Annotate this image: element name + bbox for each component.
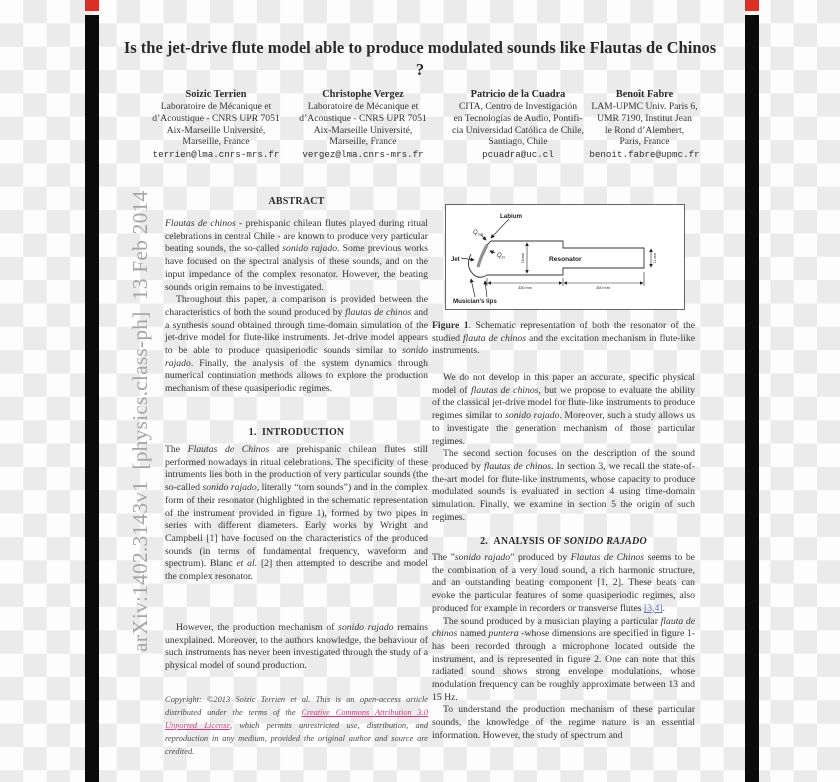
author-affiliation-line: Santiago, Chile xyxy=(488,136,548,148)
author-email: pcuadra@uc.cl xyxy=(482,149,554,161)
abstract-heading: ABSTRACT xyxy=(268,196,325,207)
figure-dim-330mm: 330 mm xyxy=(518,286,532,290)
author-name: Benoît Fabre xyxy=(615,89,674,100)
left-red-crop-mark xyxy=(85,0,99,11)
paper-title: Is the jet-drive flute model able to produce modulated sounds like Flautas de Chinos ? xyxy=(123,38,717,79)
ref-3-4-link[interactable]: [3,4] xyxy=(643,602,663,614)
right-paragraph-5: To understand the production mechanism of these particular sounds, the knowledge of the regime nature is an essential information. However, the study of spectrum and xyxy=(432,704,695,741)
author-affiliation-line: Laboratoire de Mécanique et xyxy=(160,101,272,112)
figure-1-schematic xyxy=(445,204,685,310)
section-2-paragraphs xyxy=(432,552,695,743)
right-paragraph-4: The sound produced by a musician playing a particular flauta de chinos named puntera -whose dimensions are specified in figure 1- has been recorded through a microphone located outside the instrument, and is represented in figure 2. One can note that this radiated sound shows strong envelope modulations, whose modulation frequency can be roughly approximate between 13 and 15 Hz. xyxy=(432,615,696,703)
figure-label-resonator: Resonator xyxy=(549,256,582,263)
figure-1-caption: Figure 1. Schematic representation of both the resonator of the studied flauta de chinos and the excitation mechanism in flute-like instruments. xyxy=(432,320,696,357)
author-affiliation-line: Marseille, France xyxy=(329,136,397,148)
author-block-fabre xyxy=(577,89,712,161)
introduction-heading: 1. INTRODUCTION xyxy=(248,427,345,438)
author-block-terrien xyxy=(133,89,299,161)
figure-dim-11mm: 11 mm xyxy=(653,252,657,264)
author-name: Soizic Terrien xyxy=(185,89,247,100)
left-crop-bar xyxy=(85,15,99,782)
author-affiliation-line: le Rond d’Alembert, xyxy=(604,124,685,136)
right-red-crop-mark xyxy=(745,0,759,11)
author-email: vergez@lma.cnrs-mrs.fr xyxy=(302,149,424,161)
introduction-paragraph-1: The Flautas de Chinos are prehispanic chilean flutes still performed nowadays in ritual celebrations. The specificity of these intruments lies both in the production of very particular sounds (the so-called sonido rajado, literally “torn sounds”) and in the complex form of their resonator (highlighted in the schematic representation of the instrument provided in figure 1), formed by two pipes in series with different diameters. Early works by Wright and Campbell [1] have focused on the characteristics of the produced sounds (in terms of fundamental frequency, waveform and spectrum). Blanc et al. [2] then attempted to describe and model the complex resonator. xyxy=(165,444,429,583)
copyright-notice-wrap xyxy=(165,694,428,759)
figure-1-caption-wrap xyxy=(432,320,695,358)
figure-label-q-out: $Q_{out}$ xyxy=(473,230,484,237)
author-affiliation-line: Aix-Marseille Université, xyxy=(313,124,413,136)
figure-dim-18mm: 18 mm xyxy=(521,252,525,264)
figure-label-q-in: $Q_{in}$ xyxy=(497,253,505,260)
right-column-paragraphs-1-2 xyxy=(432,372,695,524)
figure-label-musicians-lips: Musician's lips xyxy=(453,298,497,305)
author-name: Patricio de la Cuadra xyxy=(470,89,566,100)
author-affiliation-line: cia Universidad Católica de Chile, xyxy=(452,124,584,136)
author-affiliation-line: Aix-Marseille Université, xyxy=(166,124,266,136)
right-crop-bar xyxy=(745,15,759,782)
author-affiliation-line: UMR 7190, Institut Jean xyxy=(597,112,692,124)
introduction-paragraph-2: However, the production mechanism of sonido rajado remains unexplained. Moreover, to the authors knowledge, the behaviour of such instruments has never been investigated through the study of a physical model of sound production. xyxy=(165,622,428,672)
figure-label-labium: Labium xyxy=(500,213,523,220)
author-affiliation-line: Laboratoire de Mécanique et xyxy=(307,101,419,112)
right-paragraph-3: The ”sonido rajado” produced by Flautas de Chinos seems to be the combination of a very loud sound, a rich harmonic structure, and an outstanding beating component [1, 2]. These beats can evoke the particular features of some quasiperiodic regimes, also produced for example in recorders or transverse flutes [3,4]. xyxy=(432,552,695,614)
author-affiliation-line: Marseille, France xyxy=(182,136,250,148)
section-2-heading: 2. ANALYSIS OF SONIDO RAJADO xyxy=(480,536,647,547)
author-name: Christophe Vergez xyxy=(322,89,404,100)
abstract-section xyxy=(165,218,428,396)
figure-dim-300mm: 300 mm xyxy=(596,286,610,290)
author-affiliation-line: en Tecnologías de Audio, Pontifi- xyxy=(453,112,583,124)
right-paragraph-2: The second section focuses on the description of the sound produced by flautas de chinos. In section 3, we recall the state-of-the-art model for flute-like instruments, whose capacity to produce modulated sounds is evaluated in section 4 using time-domain simulation. Finally, we examine in section 5 the origin of such regimes. xyxy=(432,448,696,523)
abstract-paragraph-1: Flautas de chinos - prehispanic chilean flutes played during ritual celebrations in central Chile - are known to produce very particular beating sounds, the so-called sonido rajado. Some previous works have focused on the spectral analysis of these sounds, and on the input impedance of the complex resonator. However, the beating sounds origin remains to be investigated. xyxy=(165,218,428,293)
author-affiliation-line: d’Acoustique - CNRS UPR 7051 xyxy=(299,112,427,124)
author-email: benoit.fabre@upmc.fr xyxy=(589,149,700,161)
author-block-vergez xyxy=(280,89,446,161)
author-email: terrien@lma.cnrs-mrs.fr xyxy=(152,149,280,161)
author-affiliation-line: Paris, France xyxy=(619,136,670,148)
author-affiliation-line: CITA, Centro de Investigación xyxy=(458,101,578,112)
arxiv-watermark: arXiv:1402.3143v1 [physics.class-ph] 13 Feb 2014 xyxy=(128,190,152,652)
introduction-paragraph-2-wrap xyxy=(165,622,428,673)
author-affiliation-line: d’Acoustique - CNRS UPR 7051 xyxy=(152,112,280,124)
cc-license-link[interactable]: Creative Commons Attribution 3.0 Unported License xyxy=(165,707,429,730)
abstract-paragraph-2: Throughout this paper, a comparison is provided between the characteristics of both the sound produced by flautas de chinos and a synthesis sound obtained through time-domain simulation of the jet-drive model for flute-like instruments. Jet-drive model appears to be able to produce quasiperiodic sounds similar to sonido rajado. Finally, the analysis of the system dynamics through numerical continuation methods allows to explore the production mechanism of these quasiperiodic regimes. xyxy=(165,294,428,395)
introduction-section xyxy=(165,444,428,584)
copyright-notice: Copyright: ©2013 Soizic Terrien et al. This is an open-access article distributed under the terms of the Creative Commons Attribution 3.0 Unported License, which permits unrestricted use, distribution, and reproduction in any medium, provided the original author and source are credited. xyxy=(165,695,429,756)
figure-label-jet: Jet xyxy=(451,257,460,263)
author-affiliation-line: LAM-UPMC Univ. Paris 6, xyxy=(591,101,698,112)
right-paragraph-1: We do not develop in this paper an accurate, specific physical model of flautas de chinos, but we propose to evaluate the ability of the classical jet-drive model for flute-like instruments to produce regimes similar to sonido rajado. Moreover, such a study allows us to investigate the generation mechanism of those particular regimes. xyxy=(432,372,696,447)
